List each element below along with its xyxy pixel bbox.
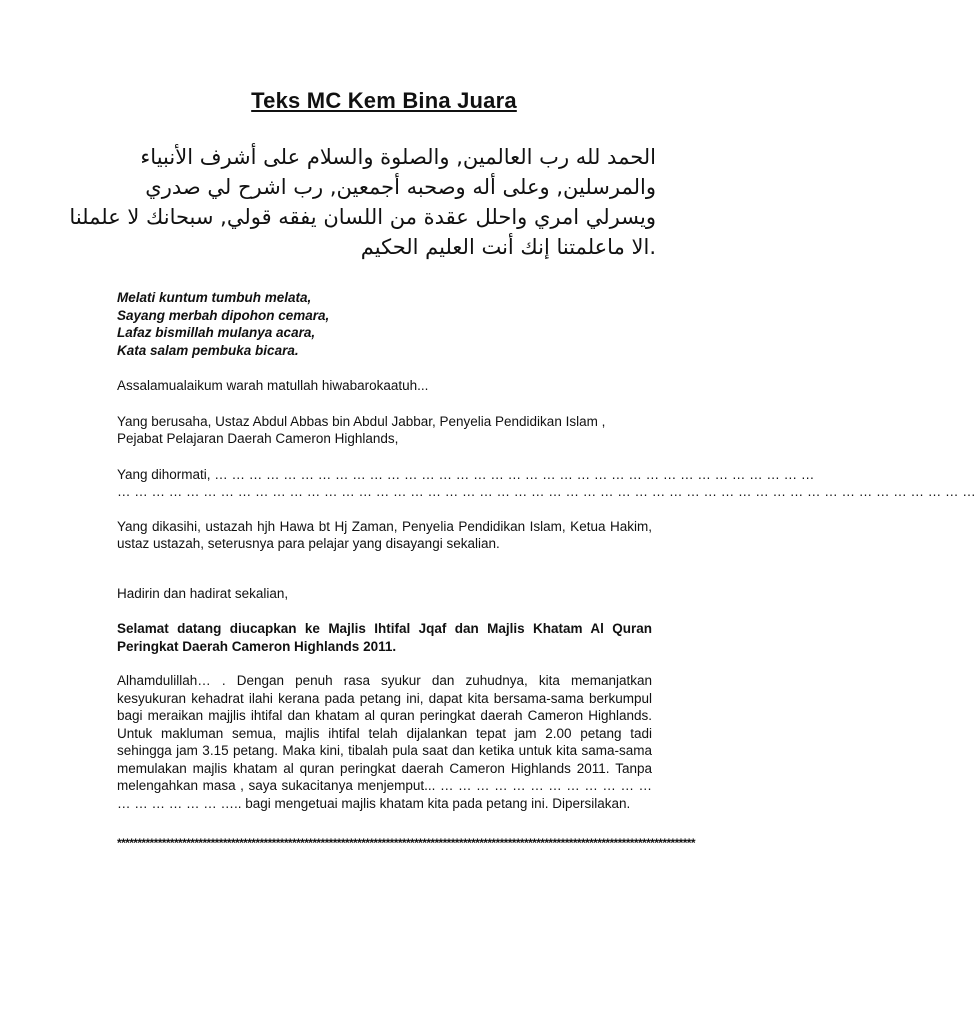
selamat-datang-heading: Selamat datang diucapkan ke Majlis Ihtifal Jqaf dan Majlis Khatam Al Quran Peringkat Daerah Cameron Highlands 2011. [117, 621, 652, 654]
asterisk-divider: ********************************************************************************************************************************************** [117, 836, 695, 850]
pantun-line: Kata salam pembuka bicara. [117, 342, 299, 358]
alhamdulillah-paragraph: Alhamdulillah… . Dengan penuh rasa syukur dan zuhudnya, kita memanjatkan kesyukuran kehadrat ilahi kerana pada petang ini, dapat kita bersama-sama berkumpul bagi meraikan majjlis ihtifal dan khatam al quran peringkat daerah Cameron Highlands. Untuk makluman semua, majlis ihtifal telah dijalankan tepat jam 2.00 petang tadi sehingga jam 3.15 petang. Maka kini, tibalah pula saat dan ketika untuk kita sama-sama memulakan majlis khatam al quran peringkat daerah Cameron Highlands 2011. Tanpa melengahkan masa , saya sukacitanya menjemput... … … … … … … … … … … … … … … … … … … ….. bagi mengetuai majlis khatam kita pada petang ini. Dipersilakan. [117, 673, 652, 811]
pantun-line: Lafaz bismillah mulanya acara, [117, 325, 316, 340]
pantun-verse [117, 289, 652, 359]
dihormati-paragraph [117, 466, 976, 501]
salam-paragraph: Assalamualaikum warah matullah hiwabarokaatuh... [117, 378, 429, 393]
hadirin-paragraph: Hadirin dan hadirat sekalian, [117, 585, 289, 601]
pantun-line: Melati kuntum tumbuh melata, [117, 290, 312, 305]
document-body [117, 289, 976, 853]
dikasihi-paragraph: Yang dikasihi, ustazah hjh Hawa bt Hj Zaman, Penyelia Pendidikan Islam, Ketua Hakim, ustaz ustazah, seterusnya para pelajar yang disayangi sekalian. [117, 518, 652, 551]
dihormati-line: Yang dihormati, … … … … … … … … … … … … … … … … … … … … … … … … … … … … … … … … … … … [117, 466, 815, 482]
arabic-line: الحمد لله رب العالمين, والصلوة والسلام على أشرف الأنبياء [140, 145, 656, 169]
arabic-line: .الا ماعلمتنا إنك أنت العليم الحكيم [360, 235, 656, 259]
arabic-opening-prayer [69, 142, 656, 262]
berusaha-paragraph: Yang berusaha, Ustaz Abdul Abbas bin Abdul Jabbar, Penyelia Pendidikan Islam , Pejabat Pelajaran Daerah Cameron Highlands, [117, 413, 606, 446]
arabic-line: والمرسلين, وعلى أله وصحبه أجمعين, رب اشرح لي صدري [145, 175, 656, 199]
document-title: Teks MC Kem Bina Juara [251, 88, 517, 113]
dihormati-dotted-line: … … … … … … … … … … … … … … … … … … … … … … … … … … … … … … … … … … … … … … … … … … … … … … … … … … [117, 484, 976, 499]
arabic-line: ويسرلي امري واحلل عقدة من اللسان يفقه قولي, سبحانك لا علملنا [69, 205, 656, 229]
pantun-line: Sayang merbah dipohon cemara, [117, 307, 330, 323]
